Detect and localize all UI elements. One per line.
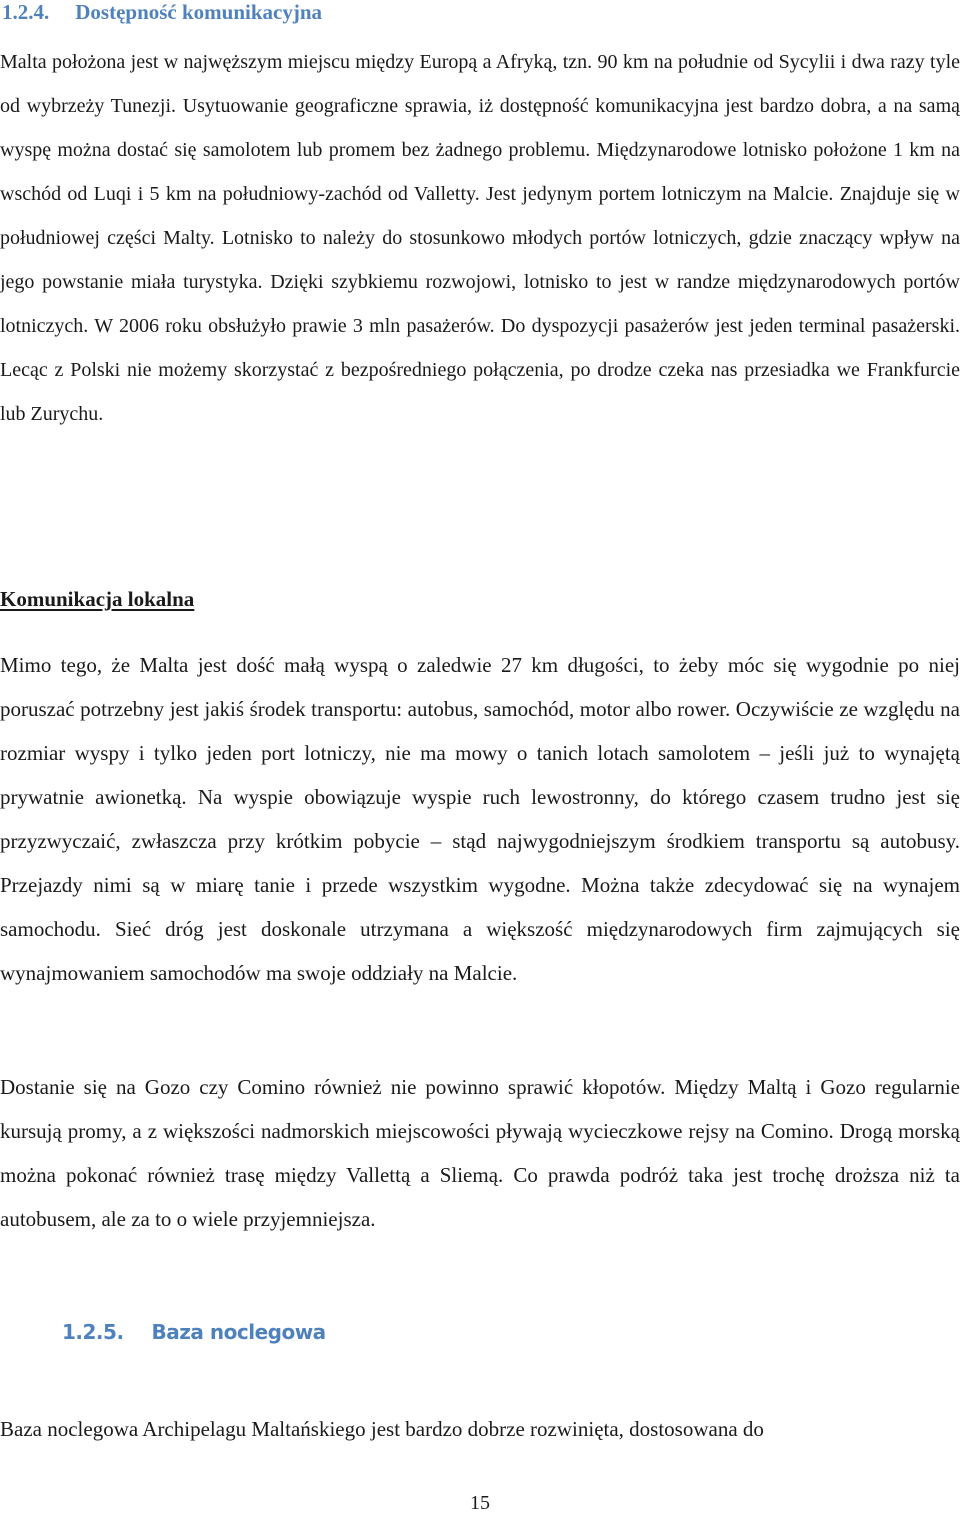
paragraph-gozo-comino: Dostanie się na Gozo czy Comino również nie powinno sprawić kłopotów. Między Maltą i Gozo regularnie kursują promy, a z większości nadmorskich miejscowości pływają wycieczkowe rejsy na Comino. Drogą morską można pokonać również trasę między Vallettą a Sliemą. Co prawda podróż taka jest trochę droższa niż ta autobusem, ale za to o wiele przyjemniejsza.	[0, 1075, 960, 1231]
section-title: Dostępność komunikacyjna	[75, 0, 323, 24]
section-number: 1.2.5.	[62, 1320, 124, 1344]
section-heading-1-2-4	[2, 0, 322, 25]
paragraph-accessibility: Malta położona jest w najwęższym miejscu między Europą a Afryką, tzn. 90 km na południe od Sycylii i dwa razy tyle od wybrzeży Tunezji. Usytuowanie geograficzne sprawia, iż dostępność komunikacyjna jest bardzo dobra, a na samą wyspę można dostać się samolotem lub promem bez żadnego problemu. Międzynarodowe lotnisko położone 1 km na wschód od Luqi i 5 km na południowy-zachód od Valletty. Jest jedynym portem lotniczym na Malcie. Znajduje się w południowej części Malty. Lotnisko to należy do stosunkowo młodych portów lotniczych, gdzie znaczący wpływ na jego powstanie miała turystyka. Dzięki szybkiemu rozwojowi, lotnisko to jest w randze międzynarodowych portów lotniczych. W 2006 roku obsłużyło prawie 3 mln pasażerów. Do dyspozycji pasażerów jest jeden terminal pasażerski. Lecąc z Polski nie możemy skorzystać z bezpośredniego połączenia, po drodze czeka nas przesiadka we Frankfurcie lub Zurychu.	[0, 51, 960, 425]
subheading-local-transport: Komunikacja lokalna	[0, 587, 195, 611]
section-title: Baza noclegowa	[151, 1320, 326, 1344]
section-heading-1-2-5	[62, 1320, 326, 1344]
section-number: 1.2.4.	[2, 0, 50, 24]
paragraph-local-transport: Mimo tego, że Malta jest dość małą wyspą o zaledwie 27 km długości, to żeby móc się wygodnie po niej poruszać potrzebny jest jakiś środek transportu: autobus, samochód, motor albo rower. Oczywiście ze względu na rozmiar wyspy i tylko jeden port lotniczy, nie ma mowy o tanich lotach samolotem – jeśli już to wynajętą prywatnie awionetką. Na wyspie obowiązuje wyspie ruch lewostronny, do którego czasem trudno jest się przyzwyczaić, zwłaszcza przy krótkim pobycie – stąd najwygodniejszym środkiem transportu są autobusy. Przejazdy nimi są w miarę tanie i przede wszystkim wygodne. Można także zdecydować się na wynajem samochodu. Sieć dróg jest doskonale utrzymana a większość międzynarodowych firm zajmujących się wynajmowaniem samochodów ma swoje oddziały na Malcie.	[0, 653, 960, 985]
page-number: 15	[470, 1492, 490, 1514]
paragraph-accommodation: Baza noclegowa Archipelagu Maltańskiego jest bardzo dobrze rozwinięta, dostosowana do	[0, 1417, 764, 1441]
